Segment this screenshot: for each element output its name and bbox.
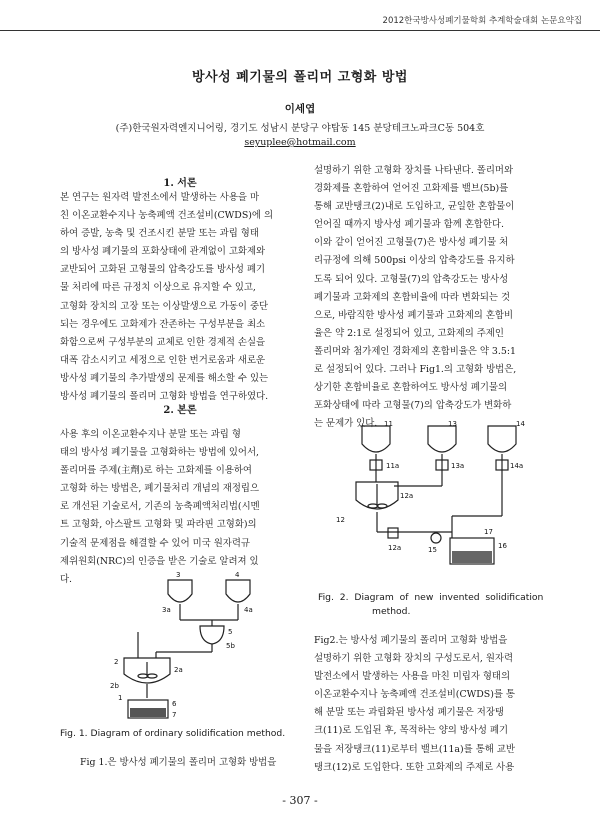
tank-14 [488,426,516,452]
fig2-label-11a: 11a [386,462,400,470]
tank-13 [428,426,456,452]
conference-header: 2012한국방사성폐기물학회 추계학술대회 논문요약집 [382,16,582,26]
author-affiliation: (주)한국원자력엔지니어링, 경기도 성남시 분당구 야탑동 145 분당테크노파크C동 504호 [115,123,485,134]
figure-1-caption: Fig. 1. Diagram of ordinary solidification method. [60,728,286,739]
fig1-label-6: 6 [172,700,177,708]
fig2-label-13: 13 [448,420,457,428]
fig1-label-4a: 4a [244,606,253,614]
fig1-reference-text: Fig 1.은 방사성 폐기물의 폴리머 고형화 방법을 [80,757,277,768]
right-column-text-bottom: Fig2.는 방사성 폐기물의 폴리머 고형화 방법을 설명하기 위한 고형화 장치의 구성도로서, 원자력 발전소에서 발생하는 사용을 마친 미립자 형태의 이온교환수지나 농축폐액 건조설비(CWDS)를 통 해 분말 또는 과립화된 방사성 폐기물은 저장탱 크(11)로 도입된 후, 목적하는 양의 방사성 폐기 물을 저장탱크(11)로부터 밸브(11a)를 통해 교반 탱크(12)로 도입한다. 또한 고화제의 주제로 사용 [314,635,515,773]
figure-1-diagram [88,572,288,722]
body-heading: 2. 본론 [163,405,197,416]
figure-2-caption-line1: Fig. 2. Diagram of new invented solidification [318,592,544,603]
author-name: 이세엽 [284,103,316,115]
fig1-label-7: 7 [172,711,177,719]
fig2-label-14a: 14a [510,462,524,470]
motor-15 [431,533,441,543]
fig1-label-1: 1 [118,694,123,702]
fig1-label-3a: 3a [162,606,171,614]
fig2-label-12: 12 [336,516,345,524]
fig1-label-2a: 2a [174,666,183,674]
fig2-label-13a: 13a [451,462,465,470]
fig2-label-12a-top: 12a [400,492,414,500]
valve-12a [388,528,398,538]
right-column-text-top: 설명하기 위한 고형화 장치를 나타낸다. 폴리머와 경화제를 혼합하여 얻어진 고화제를 밸브(5b)를 통해 교반탱크(2)내로 도입하고, 균일한 혼합물이 얻어질 때까지 방사성 폐기물과 함께 혼합한다. 이와 같이 얻어진 고형물(7)은 방사성 폐기물 처 리규정에 의해 500psi 이상의 압축강도를 유지하 도록 되어 있다. 고형물(7)의 압축강도는 방사성 폐기물과 고화제의 혼합비율에 따라 변화되는 것 으로, 바람직한 방사성 폐기물과 고화제의 혼합비 율은 약 2:1로 설정되어 있고, 고화제의 주제인 폴리머와 첨가제인 경화제의 혼합비율은 약 3.5:1 로 설정되어 있다. 그러나 Fig1.의 고형화 방법은, 상기한 혼합비율로 혼합하여도 방사성 폐기물의 포화상태에 따라 고형물(7)의 압축강도가 변화하 는 문제가 있다. [314,165,517,430]
fig2-label-12a: 12a [388,544,402,552]
solid-17 [452,551,492,563]
fig2-label-15: 15 [428,546,437,554]
intro-heading: 1. 서론 [163,178,197,189]
fig2-label-14: 14 [516,420,525,428]
fig1-label-4: 4 [235,572,240,579]
tank-3 [168,580,192,602]
tank-4 [226,580,250,602]
body-paragraph: 사용 후의 이온교환수지나 분말 또는 과립 형 태의 방사성 폐기물을 고형화하는 방법에 있어서, 폴리머를 주제(主劑)로 하는 고화제를 이용하여 고형화 하는 방법은, 폐기물처리 개념의 재정립으 로 개선된 기술로서, 기존의 농축폐액처리법(시멘 트 고형화, 아스팔트 고형화 및 파라핀 고형화)의 기술적 문제점을 해결할 수 있어 미국 원자력규 제위원회(NRC)의 인증을 받은 기술로 알려져 있 다. [60,429,260,585]
fig1-label-3: 3 [176,572,181,579]
mixer-5 [200,626,224,644]
intro-paragraph: 본 연구는 원자력 발전소에서 발생하는 사용을 마 친 이온교환수지나 농축폐액 건조설비(CWDS)에 의 하여 증발, 농축 및 건조시킨 분말 또는 과립 형태 의 방사성 폐기물의 포화상태에 관계없이 고화제와 교반되어 고화된 고형물의 압축강도를 방사성 폐기 물 처리에 따른 규정치 이상으로 유지할 수 있고, 고형화 장치의 고장 또는 이상발생으로 가동이 중단 되는 경우에도 고화제가 잔존하는 구성부분을 최소 화함으로써 구성부분의 교체로 인한 경제적 손실을 대폭 감소시키고 세정으로 인한 번거로움과 새로운 방사성 폐기물의 추가발생의 문제를 해소할 수 있는 방사성 폐기물의 폴리머 고형화 방법을 연구하였다. [60,192,273,403]
fig2-label-11: 11 [384,420,393,428]
fig1-label-5: 5 [228,628,233,636]
fig2-label-17: 17 [484,528,493,536]
paper-title: 방사성 폐기물의 폴리머 고형화 방법 [192,70,408,85]
header-rule [0,30,600,31]
solid-7 [130,708,166,717]
figure-2-caption-line2: method. [372,606,411,617]
fig1-label-2: 2 [114,658,119,666]
fig1-label-5b: 5b [226,642,235,650]
page-number: - 307 - [282,794,318,807]
fig1-label-2b: 2b [110,682,119,690]
figure-2-diagram [332,420,532,570]
fig2-label-16: 16 [498,542,507,550]
storage-tank-11 [362,426,390,452]
author-email[interactable]: seyuplee@hotmail.com [244,137,356,148]
